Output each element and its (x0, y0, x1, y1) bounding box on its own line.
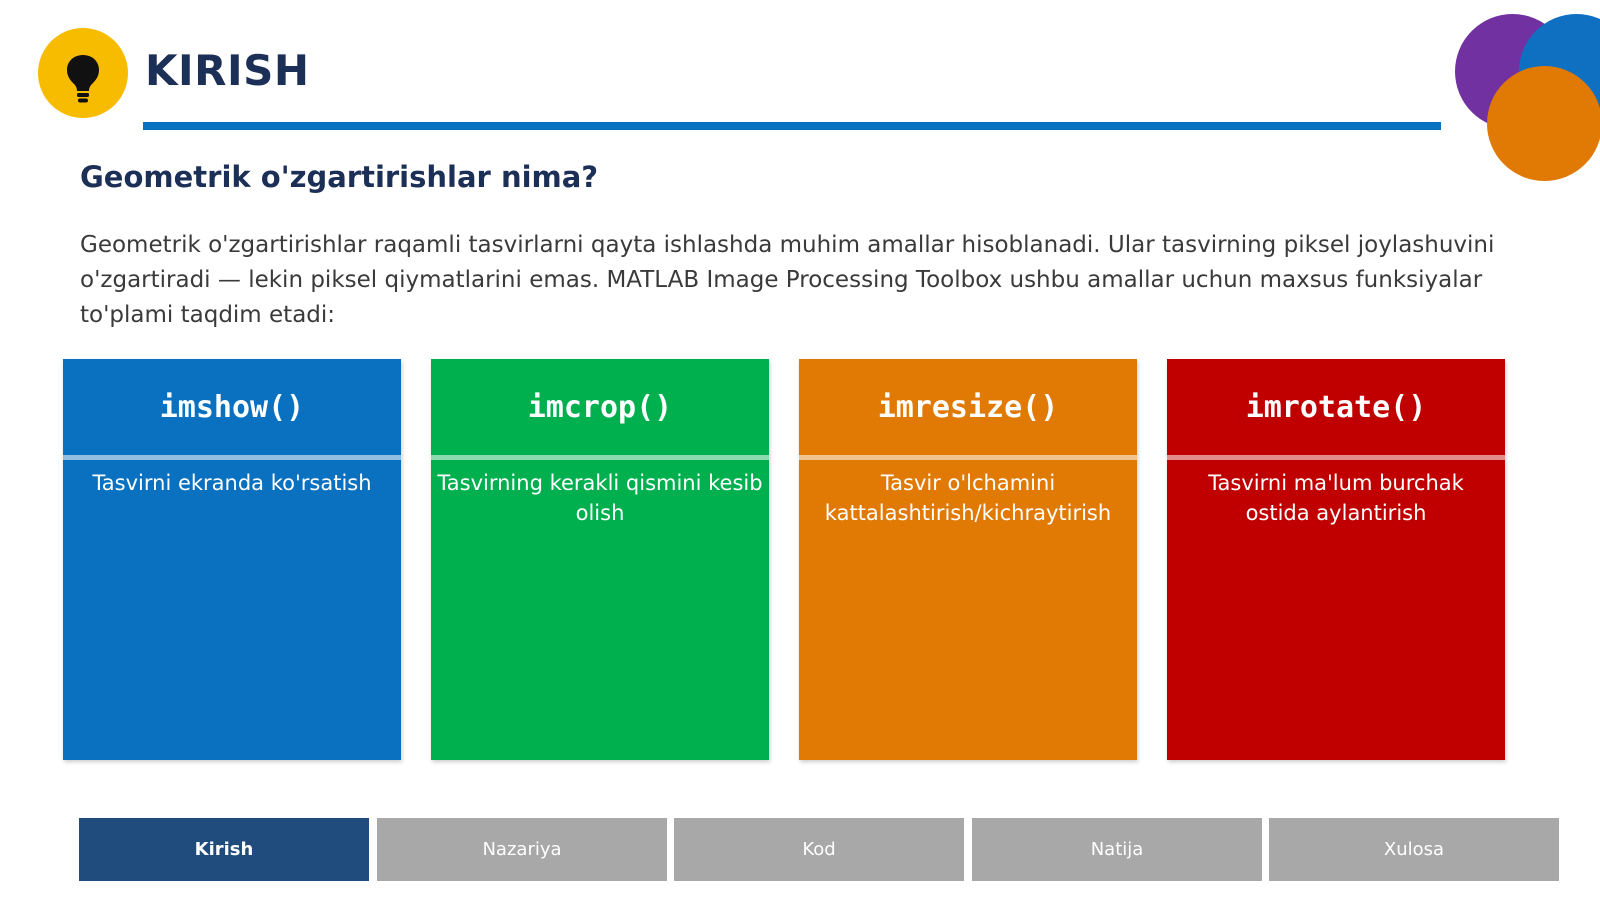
card-description: Tasvirni ekranda ko'rsatish (92, 471, 372, 495)
card-imcrop (431, 359, 769, 760)
card-description: Tasvirni ma'lum burchak ostida aylantirish (1208, 471, 1464, 525)
card-title: imcrop() (527, 389, 673, 425)
tab-nazariya[interactable]: Nazariya (377, 818, 667, 881)
card-title: imshow() (159, 389, 305, 425)
card-imrotate (1167, 359, 1505, 760)
tab-xulosa[interactable]: Xulosa (1269, 818, 1559, 881)
card-title: imrotate() (1245, 389, 1427, 425)
tab-kod[interactable]: Kod (674, 818, 964, 881)
tab-natija[interactable]: Natija (972, 818, 1262, 881)
card-description: Tasvir o'lchamini kattalashtirish/kichraytirish (824, 471, 1112, 525)
title-underline (143, 122, 1441, 130)
tab-kirish[interactable]: Kirish (79, 818, 369, 881)
intro-paragraph: Geometrik o'zgartirishlar raqamli tasvirlarni qayta ishlashda muhim amallar hisoblanadi. Ular tasvirning piksel joylashuvini o'zgartiradi — lekin piksel qiymatlarini emas. MATLAB Image Processing Toolbox ushbu amallar uchun maxsus funksiyalar to'plami taqdim etadi: (80, 232, 1495, 328)
decor-circle-orange (1487, 66, 1600, 181)
lightbulb-icon-badge (38, 28, 128, 118)
card-imresize (799, 359, 1137, 760)
lightbulb-icon (38, 28, 128, 118)
page-title: KIRISH (145, 46, 310, 95)
card-title: imresize() (877, 389, 1059, 425)
section-heading: Geometrik o'zgartirishlar nima? (80, 160, 599, 194)
card-description: Tasvirning kerakli qismini kesib olish (437, 471, 763, 525)
card-imshow (63, 359, 401, 760)
